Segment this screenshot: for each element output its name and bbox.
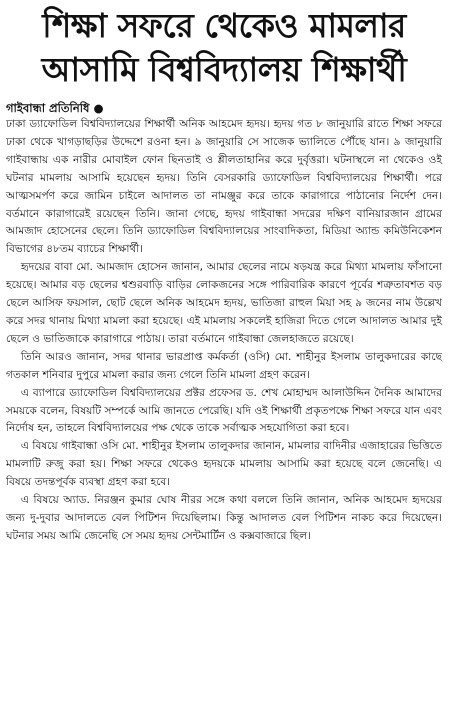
headline xyxy=(6,4,442,92)
byline-text: গাইবান্ধা প্রতিনিধি xyxy=(6,101,90,115)
paragraph-1: ঢাকা ড্যাফোডিল বিশ্ববিদ্যালয়ের শিক্ষার্থী অনিক আহমেদ হৃদয়। হৃদয় গত ৮ জানুয়ারি রাতে শিক্ষা সফরে ঢাকা থেকে খাগড়াছড়ির উদ্দেশে রওনা হন। ৯ জানুয়ারি সে সাজেক ভ্যালিতে পৌঁছে যান। ৯ জানুয়ারি গাইবান্ধায় এক নারীর মোবাইল ফোন ছিনতাই ও শ্লীলতাহানির করে দুর্বৃত্তরা। ঘটনাস্থলে না থেকেও ওই ঘটনার মামলায় আসামি হয়েছেন হৃদয়। তিনি বেসরকারি ড্যাফোডিল বিশ্ববিদ্যালয়ের শিক্ষার্থী। পরে আত্মসমর্পণ করে জামিন চাইলে আদালত তা নামঞ্জুর করে তাকে কারাগারে পাঠানোর নির্দেশ দেন। বর্তমানে কারাগারেই রয়েছেন তিনি। জানা গেছে, হৃদয় গাইবান্ধা সদরের দক্ষিণ বানিয়ারজান গ্রামের আমজাদ হোসেনের ছেলে। তিনি ড্যাফোডিল বিশ্ববিদ্যালয়ের সাংবাদিকতা, মিডিয়া অ্যান্ড কমিউনিকেশন বিভাগের ৪৮তম ব্যাচের শিক্ষার্থী। xyxy=(6,118,442,256)
headline-line-2: আসামি বিশ্ববিদ্যালয় শিক্ষার্থী xyxy=(41,50,407,89)
paragraph-5: এ বিষয়ে গাইবান্ধা ওসি মো. শাহীনুর ইসলাম তালুকদার জানান, মামলার বাদিনীর এজাহারের ভিত্তিতে মামলাটি রুজু করা হয়। শিক্ষা সফরে থেকেও হৃদয়কে মামলায় আসামি করা হয়েছে বলে জেনেছি। এ বিষয়ে তদন্তপূর্বক ব্যবস্থা গ্রহণ করা হবে। xyxy=(6,440,442,489)
article-body xyxy=(6,116,442,546)
paragraph-2: হৃদয়ের বাবা মো. আমজাদ হোসেন জানান, আমার ছেলের নামে ষড়যন্ত্র করে মিথ্যা মামলায় ফাঁসানো হয়েছে। আমার বড় ছেলের শ্বশুরবাড়ি বাড়ির লোকজনের সঙ্গে পারিবারিক কারণে পূর্বের শত্রুতাবশত বড় ছেলে আসিফ ফয়সাল, ছোট ছেলে অনিক আহমেদ হৃদয়, ভাতিজা রাহুল মিয়া সহ ৯ জনের নাম উল্লেখ করে সদর থানায় মিথ্যা মামলা করা হয়েছে। এই মামলায় সকলেই হাজিরা দিতে গেলে আদালত আমার দুই ছেলে ও ভাতিজাকে কারাগারে পাঠায়। তারা বর্তমানে গাইবান্ধা জেলহাজতে রয়েছে। xyxy=(6,261,442,345)
byline-dot-icon: ● xyxy=(93,101,104,115)
paragraph-6: এ বিষয়ে অ্যাড. নিরঞ্জন কুমার ঘোষ নীরর সঙ্গে কথা বললে তিনি জানান, অনিক আহমেদ হৃদয়ের জন্য দু-দুবার আদালতে বেল পিটিশন দিয়েছিলাম। কিন্তু আদালত বেল পিটিশন নাকচ করে দিয়েছেন। ঘটনার সময় আমি জেনেছি সে সময় হৃদয় সেন্টমার্টিন ও কক্সবাজারে ছিল। xyxy=(6,494,442,542)
byline xyxy=(6,100,442,116)
paragraph-4: এ ব্যাপারে ড্যাফোডিল বিশ্ববিদ্যালয়ের প্রক্টর প্রফেসর ড. শেখ মোহাম্মদ আলাউদ্দিন দৈনিক আমাদের সময়কে বলেন, বিষয়টি সম্পর্কে আমি জানতে পেরেছি। যদি ওই শিক্ষার্থী প্রকৃতপক্ষে শিক্ষা সফরে যান এবং নির্দোষ হন, তাহলে বিশ্ববিদ্যালয়ের পক্ষ থেকে তাকে সর্বাত্মক সহযোগিতা করা হবে। xyxy=(6,386,442,435)
headline-line-1: শিক্ষা সফরে থেকেও মামলার xyxy=(42,6,406,45)
paragraph-3: তিনি আরও জানান, সদর থানার ভারপ্রাপ্ত কর্মকর্তা (ওসি) মো. শাহীনুর ইসলাম তালুকদারের কাছে গতকাল শনিবার দুপুরে মামলা করার জন্য গেলে তিনি মামলা গ্রহণ করেন। xyxy=(6,350,442,381)
